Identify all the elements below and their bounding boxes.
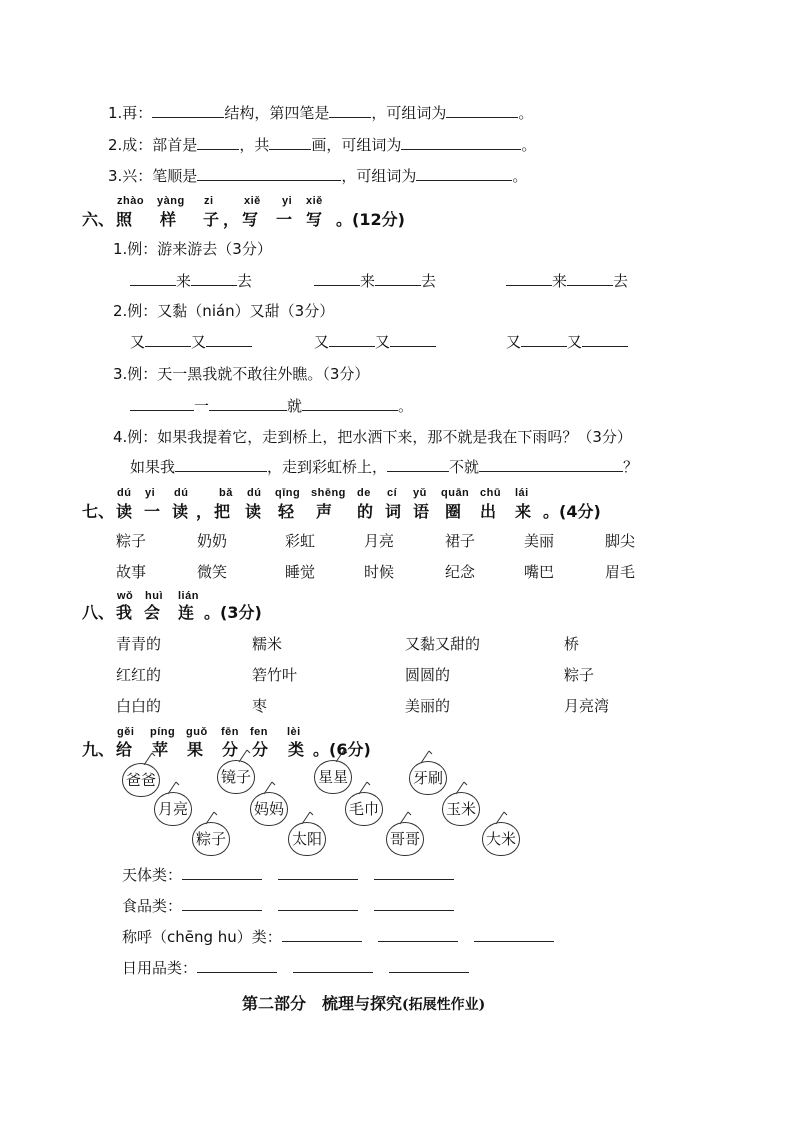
- section-number: 九、: [82, 740, 115, 759]
- answer-blank[interactable]: [506, 271, 552, 286]
- q-text: 又: [191, 333, 207, 351]
- match-item[interactable]: 青青的: [116, 635, 162, 653]
- q-text: 。: [518, 104, 534, 122]
- q-text: 2.成：部首是: [108, 136, 198, 154]
- answer-blank[interactable]: [329, 103, 371, 118]
- apple-stem-icon: [142, 751, 156, 767]
- answer-blank[interactable]: [209, 396, 287, 411]
- q5-1: [108, 102, 533, 123]
- q-text: ，走到彩虹桥上，: [267, 458, 388, 476]
- apple-stem-icon: [494, 810, 508, 826]
- category-riyong: [122, 957, 469, 978]
- answer-blank[interactable]: [282, 927, 362, 942]
- header-char: 分: [222, 740, 239, 759]
- header-char: 一: [144, 502, 161, 521]
- answer-blank[interactable]: [375, 271, 421, 286]
- score: 。(3分): [204, 603, 262, 622]
- pinyin: cí: [387, 487, 398, 499]
- category-tianti: [122, 864, 454, 885]
- part2-title: [242, 991, 485, 1014]
- header-char: 写: [242, 210, 259, 229]
- header-char: 样: [160, 210, 177, 229]
- apple[interactable]: [482, 822, 520, 856]
- apple-label: 妈妈: [253, 800, 284, 818]
- q6-1-answers: [130, 270, 252, 291]
- q-text: 如果我: [130, 458, 176, 476]
- answer-blank[interactable]: [378, 927, 458, 942]
- answer-blank[interactable]: [182, 865, 262, 880]
- q5-3: [108, 165, 527, 186]
- q-text: 。: [398, 397, 414, 415]
- category-chenghu: [122, 926, 554, 947]
- q6-3-label: 3.例：天一黑我就不敢往外瞧。（3分）: [113, 365, 370, 383]
- q5-2: [108, 134, 536, 155]
- answer-blank[interactable]: [197, 135, 239, 150]
- header-char: 连: [178, 603, 195, 622]
- apple-label: 粽子: [195, 830, 226, 848]
- pinyin: zi: [204, 195, 214, 207]
- section-number: 七、: [82, 502, 115, 521]
- header-char: 我: [116, 603, 133, 622]
- match-item[interactable]: 月亮湾: [564, 697, 610, 715]
- word[interactable]: 纪念: [445, 563, 476, 581]
- apple-stem-icon: [398, 810, 412, 826]
- q-text: 。: [512, 167, 528, 185]
- q6-2-answers: [314, 331, 436, 352]
- answer-blank[interactable]: [314, 271, 360, 286]
- pinyin: yi: [145, 487, 156, 499]
- pinyin: xiě: [306, 195, 323, 207]
- q6-3-answers: [130, 395, 413, 416]
- header-char: 声: [316, 502, 333, 521]
- pinyin: lái: [515, 487, 529, 499]
- pinyin: lèi: [287, 726, 301, 738]
- category-shipin: [122, 895, 454, 916]
- answer-blank[interactable]: [521, 332, 567, 347]
- apple-stem-icon: [237, 748, 251, 764]
- category-label: 食品类：: [122, 897, 183, 915]
- word[interactable]: 时候: [364, 563, 395, 581]
- answer-blank[interactable]: [278, 865, 358, 880]
- apple-stem-icon: [334, 748, 348, 764]
- q-text: 去: [237, 272, 253, 290]
- match-item[interactable]: 又黏又甜的: [405, 635, 481, 653]
- apple[interactable]: [345, 792, 383, 826]
- word[interactable]: 睡觉: [285, 563, 316, 581]
- score: 。(4分): [543, 502, 601, 521]
- pinyin: yǔ: [413, 487, 427, 499]
- apple-label: 太阳: [291, 830, 322, 848]
- answer-blank[interactable]: [182, 896, 262, 911]
- part2-subtitle: (拓展性作业): [402, 997, 486, 1013]
- pinyin: zhào: [117, 195, 145, 207]
- q-text: ？: [623, 458, 639, 476]
- score: 。(12分): [336, 210, 405, 229]
- apple-stem-icon: [300, 810, 314, 826]
- q-text: 不就: [449, 458, 480, 476]
- category-label: 天体类：: [122, 866, 183, 884]
- q-text: 就: [287, 397, 303, 415]
- apple[interactable]: [217, 760, 255, 794]
- apple-label: 牙刷: [412, 769, 443, 787]
- section-number: 六、: [82, 210, 115, 229]
- header-char: 苹: [152, 740, 169, 759]
- q-text: 结构，第四笔是: [224, 104, 330, 122]
- apple[interactable]: [386, 822, 424, 856]
- answer-blank[interactable]: [269, 135, 311, 150]
- match-item[interactable]: 粽子: [564, 666, 595, 684]
- apple[interactable]: [314, 760, 352, 794]
- header-char: 读: [116, 502, 133, 521]
- word[interactable]: 眉毛: [605, 563, 636, 581]
- word[interactable]: 微笑: [197, 563, 228, 581]
- word[interactable]: 月亮: [364, 532, 395, 550]
- apple[interactable]: [192, 822, 230, 856]
- match-item[interactable]: 美丽的: [405, 697, 451, 715]
- word[interactable]: 彩虹: [285, 532, 316, 550]
- q6-1-answers: [314, 270, 436, 291]
- match-item[interactable]: 枣: [252, 697, 268, 715]
- match-item[interactable]: 箬竹叶: [252, 666, 298, 684]
- match-item[interactable]: 糯米: [252, 635, 283, 653]
- answer-blank[interactable]: [479, 457, 623, 472]
- header-char: 轻: [278, 502, 295, 521]
- apple[interactable]: [442, 792, 480, 826]
- q6-2-label: 2.例：又黏（nián）又甜（3分）: [113, 302, 335, 320]
- header-char: 的: [357, 502, 374, 521]
- apple[interactable]: [250, 792, 288, 826]
- pinyin: píng: [150, 726, 176, 738]
- answer-blank[interactable]: [329, 332, 375, 347]
- q-text: 又: [130, 333, 146, 351]
- word[interactable]: 嘴巴: [524, 563, 555, 581]
- header-char: 读: [245, 502, 262, 521]
- answer-blank[interactable]: [293, 958, 373, 973]
- q-text: 一: [194, 397, 210, 415]
- answer-blank[interactable]: [175, 457, 267, 472]
- q-text: 。: [521, 136, 537, 154]
- apple-stem-icon: [166, 780, 180, 796]
- header-char: 子: [203, 210, 220, 229]
- pinyin: lián: [178, 590, 199, 602]
- q-text: ，可组词为: [371, 104, 447, 122]
- category-label: 日用品类：: [122, 959, 198, 977]
- word[interactable]: 粽子: [116, 532, 147, 550]
- header-char: 照: [116, 210, 133, 229]
- pinyin: dú: [117, 487, 132, 499]
- match-item[interactable]: 桥: [564, 635, 580, 653]
- q-text: 又: [567, 333, 583, 351]
- q6-1-answers: [506, 270, 628, 291]
- word[interactable]: 裙子: [445, 532, 476, 550]
- header-char: 出: [480, 502, 497, 521]
- answer-blank[interactable]: [401, 135, 521, 150]
- answer-blank[interactable]: [446, 103, 518, 118]
- header-char: 语: [413, 502, 430, 521]
- q-text: 来: [552, 272, 568, 290]
- pinyin: yi: [282, 195, 293, 207]
- answer-blank[interactable]: [389, 958, 469, 973]
- header-char: 类: [288, 740, 305, 759]
- answer-blank[interactable]: [278, 896, 358, 911]
- q-text: ，共: [239, 136, 270, 154]
- apple-label: 玉米: [445, 800, 476, 818]
- q-text: ，可组词为: [341, 167, 417, 185]
- apple-label: 哥哥: [389, 830, 420, 848]
- q-text: 又: [375, 333, 391, 351]
- category-label: 称呼（chēng hu）类：: [122, 928, 282, 946]
- q6-2-answers: [506, 331, 628, 352]
- q-text: 去: [421, 272, 437, 290]
- answer-blank[interactable]: [130, 396, 194, 411]
- answer-blank[interactable]: [302, 396, 398, 411]
- answer-blank[interactable]: [191, 271, 237, 286]
- pinyin: wǒ: [117, 590, 134, 602]
- word[interactable]: 美丽: [524, 532, 555, 550]
- pinyin: de: [357, 487, 371, 499]
- apple-stem-icon: [357, 780, 371, 796]
- pinyin: chū: [480, 487, 502, 499]
- word[interactable]: 奶奶: [197, 532, 228, 550]
- word[interactable]: 脚尖: [605, 532, 636, 550]
- apple-label: 毛巾: [348, 800, 379, 818]
- pinyin: gěi: [117, 726, 135, 738]
- answer-blank[interactable]: [197, 166, 341, 181]
- pinyin: bǎ: [219, 487, 233, 499]
- section-number: 八、: [82, 603, 115, 622]
- answer-blank[interactable]: [145, 332, 191, 347]
- answer-blank[interactable]: [374, 865, 454, 880]
- part2-title-text: 第二部分 梳理与探究: [242, 994, 403, 1013]
- score: 。(6分): [313, 740, 371, 759]
- answer-blank[interactable]: [206, 332, 252, 347]
- match-item[interactable]: 圆圆的: [405, 666, 451, 684]
- apple-stem-icon: [419, 749, 433, 765]
- header-char: 果: [187, 740, 204, 759]
- answer-blank[interactable]: [567, 271, 613, 286]
- match-item[interactable]: 红红的: [116, 666, 162, 684]
- header-char: 分: [252, 740, 269, 759]
- q6-1-label: 1.例：游来游去（3分）: [113, 240, 272, 258]
- apple-stem-icon: [262, 780, 276, 796]
- header-char: 把: [214, 502, 231, 521]
- q-text: 来: [360, 272, 376, 290]
- apple-stem-icon: [454, 780, 468, 796]
- pinyin: dú: [247, 487, 262, 499]
- header-char: 给: [116, 740, 133, 759]
- q-text: 又: [314, 333, 330, 351]
- answer-blank[interactable]: [130, 271, 176, 286]
- header-char: 读: [172, 502, 189, 521]
- apple-label: 大米: [485, 830, 516, 848]
- q6-2-answers: [130, 331, 252, 352]
- header-char: ，: [223, 210, 240, 229]
- pinyin: xiě: [244, 195, 261, 207]
- pinyin: fen: [250, 726, 268, 738]
- apple[interactable]: [288, 822, 326, 856]
- pinyin: quān: [441, 487, 470, 499]
- q6-4-label: 4.例：如果我提着它，走到桥上，把水洒下来，那不就是我在下雨吗？（3分）: [113, 428, 632, 446]
- q-text: 1.再：: [108, 104, 153, 122]
- header-char: ，: [196, 502, 213, 521]
- apple[interactable]: [154, 792, 192, 826]
- header-char: 会: [144, 603, 161, 622]
- q-text: 画，可组词为: [311, 136, 402, 154]
- answer-blank[interactable]: [152, 103, 224, 118]
- header-char: 一: [276, 210, 293, 229]
- q-text: 来: [176, 272, 192, 290]
- answer-blank[interactable]: [197, 958, 277, 973]
- apple[interactable]: [409, 761, 447, 795]
- pinyin: dú: [174, 487, 189, 499]
- header-char: 来: [515, 502, 532, 521]
- apple-stem-icon: [204, 810, 218, 826]
- q-text: 去: [613, 272, 629, 290]
- pinyin: shēng: [311, 487, 346, 499]
- answer-blank[interactable]: [582, 332, 628, 347]
- apple-label: 镜子: [220, 768, 251, 786]
- answer-blank[interactable]: [474, 927, 554, 942]
- word[interactable]: 故事: [116, 563, 147, 581]
- pinyin: fēn: [221, 726, 239, 738]
- q-text: 3.兴：笔顺是: [108, 167, 198, 185]
- apple[interactable]: [122, 763, 160, 797]
- answer-blank[interactable]: [374, 896, 454, 911]
- header-char: 圈: [445, 502, 462, 521]
- header-char: 写: [306, 210, 323, 229]
- pinyin: yàng: [157, 195, 185, 207]
- header-char: 词: [385, 502, 402, 521]
- apple-label: 星星: [317, 768, 348, 786]
- pinyin: huì: [145, 590, 163, 602]
- pinyin: qīng: [275, 487, 301, 499]
- q-text: 又: [506, 333, 522, 351]
- q6-4-answers: [130, 456, 638, 477]
- answer-blank[interactable]: [387, 457, 449, 472]
- answer-blank[interactable]: [416, 166, 512, 181]
- answer-blank[interactable]: [390, 332, 436, 347]
- match-item[interactable]: 白白的: [116, 697, 162, 715]
- apple-label: 月亮: [157, 800, 188, 818]
- pinyin: guǒ: [186, 726, 208, 738]
- apple-label: 爸爸: [125, 771, 156, 789]
